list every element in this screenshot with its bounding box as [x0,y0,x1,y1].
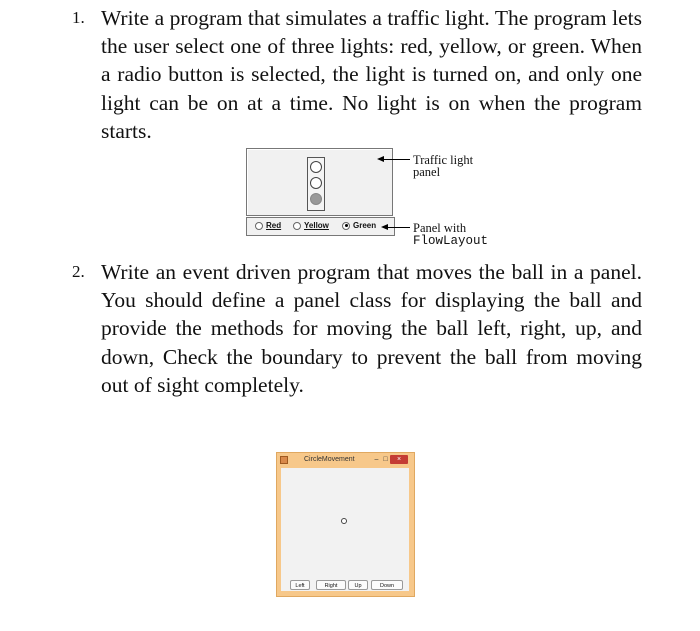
radio-red-label: Red [266,221,282,230]
radio-yellow[interactable] [293,221,329,230]
question-2-number: 2. [72,262,85,281]
left-button[interactable]: Left [290,580,310,590]
callout-arrow-icon [377,156,384,162]
window-titlebar[interactable] [277,453,414,467]
callout-line [384,159,410,160]
right-button[interactable]: Right [316,580,346,590]
traffic-light-panel [246,148,393,216]
radio-button-panel [246,217,395,236]
window-title: CircleMovement [304,456,355,463]
question-1-text: Write a program that simulates a traffic light. The program lets the user select one of three lights: red, yellow, or green. When a radio button is selected, the light is turned on, and only one light can be on at a time. No light is on when the program starts. [101,6,642,143]
green-light-icon [310,193,322,205]
traffic-light-housing [307,157,325,211]
yellow-light-icon [310,177,322,189]
up-button[interactable]: Up [348,580,368,590]
callout-traffic-light-line1: Traffic light [413,153,474,167]
radio-red[interactable] [255,221,281,230]
minimize-icon[interactable]: – [374,456,379,463]
radio-green-label: Green [353,221,377,230]
radio-selected-icon [342,222,350,230]
question-2-text: Write an event driven program that moves the ball in a panel. You should define a panel class for displaying the ball and provide the methods for moving the ball left, right, up, and down, Check the boundary to prevent the ball from moving out of sight completely. [101,260,642,397]
callout-flowlayout [413,222,488,247]
close-icon[interactable]: × [390,455,408,464]
ball-icon [341,518,347,524]
radio-circle-icon [255,222,263,230]
callout-traffic-light-line2: panel [413,165,441,179]
callout-traffic-light [413,154,473,178]
red-light-icon [310,161,322,173]
callout-arrow-icon [381,224,388,230]
callout-line [388,227,410,228]
ball-panel [281,468,409,591]
callout-flowlayout-line2: FlowLayout [413,234,489,248]
maximize-icon[interactable]: □ [383,456,388,463]
radio-yellow-label: Yellow [304,221,329,230]
circle-movement-window [276,452,415,597]
question-1-number: 1. [72,8,85,27]
java-app-icon [280,456,288,464]
radio-circle-icon [293,222,301,230]
question-2 [72,258,642,399]
callout-flowlayout-line1: Panel with [413,221,467,235]
radio-green[interactable] [342,221,376,230]
question-1 [72,4,642,145]
down-button[interactable]: Down [371,580,403,590]
